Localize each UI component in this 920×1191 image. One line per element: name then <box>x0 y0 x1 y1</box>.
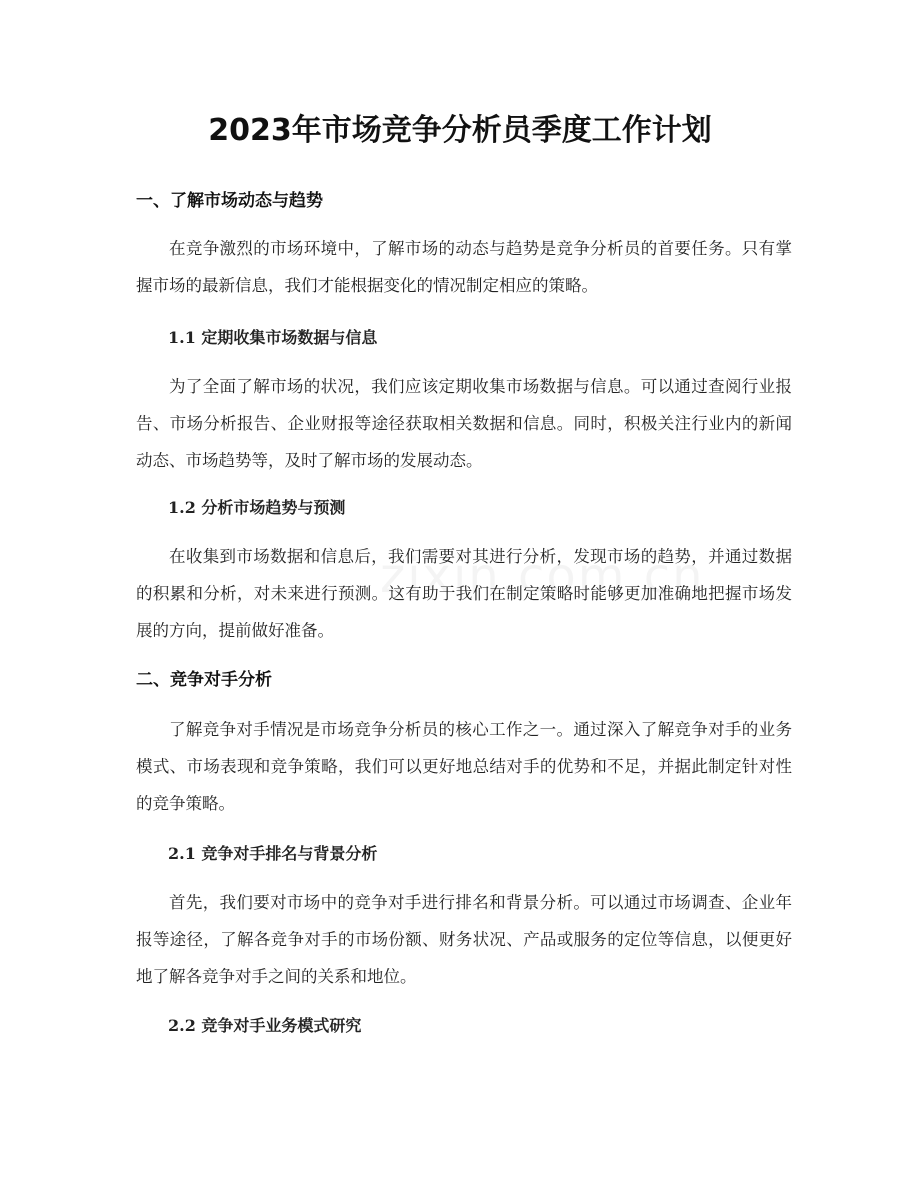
section-1-intro: 在竞争激烈的市场环境中，了解市场的动态与趋势是竞争分析员的首要任务。只有掌握市场的最新信息，我们才能根据变化的情况制定相应的策略。 <box>136 239 792 295</box>
subsection-heading-1-2: 1.2 分析市场趋势与预测 <box>168 498 346 517</box>
section-2-intro: 了解竞争对手情况是市场竞争分析员的核心工作之一。通过深入了解竞争对手的业务模式、市场表现和竞争策略，我们可以更好地总结对手的优势和不足，并据此制定针对性的竞争策略。 <box>136 720 792 813</box>
subsection-2-1-body: 首先，我们要对市场中的竞争对手进行排名和背景分析。可以通过市场调查、企业年报等途径，了解各竞争对手的市场份额、财务状况、产品或服务的定位等信息，以便更好地了解各竞争对手之间的关系和地位。 <box>136 893 792 986</box>
subsection-1-1-body: 为了全面了解市场的状况，我们应该定期收集市场数据与信息。可以通过查阅行业报告、市场分析报告、企业财报等途径获取相关数据和信息。同时，积极关注行业内的新闻动态、市场趋势等，及时了解市场的发展动态。 <box>136 377 792 470</box>
subsection-1-2-body: 在收集到市场数据和信息后，我们需要对其进行分析，发现市场的趋势，并通过数据的积累和分析，对未来进行预测。这有助于我们在制定策略时能够更加准确地把握市场发展的方向，提前做好准备。 <box>136 547 792 640</box>
section-heading-2: 二、竞争对手分析 <box>136 670 272 690</box>
subsection-heading-2-1: 2.1 竞争对手排名与背景分析 <box>168 844 378 863</box>
section-heading-1: 一、了解市场动态与趋势 <box>136 191 323 211</box>
subsection-heading-2-2: 2.2 竞争对手业务模式研究 <box>168 1016 362 1035</box>
subsection-heading-1-1: 1.1 定期收集市场数据与信息 <box>168 328 378 347</box>
document-title: 2023年市场竞争分析员季度工作计划 <box>208 113 712 148</box>
